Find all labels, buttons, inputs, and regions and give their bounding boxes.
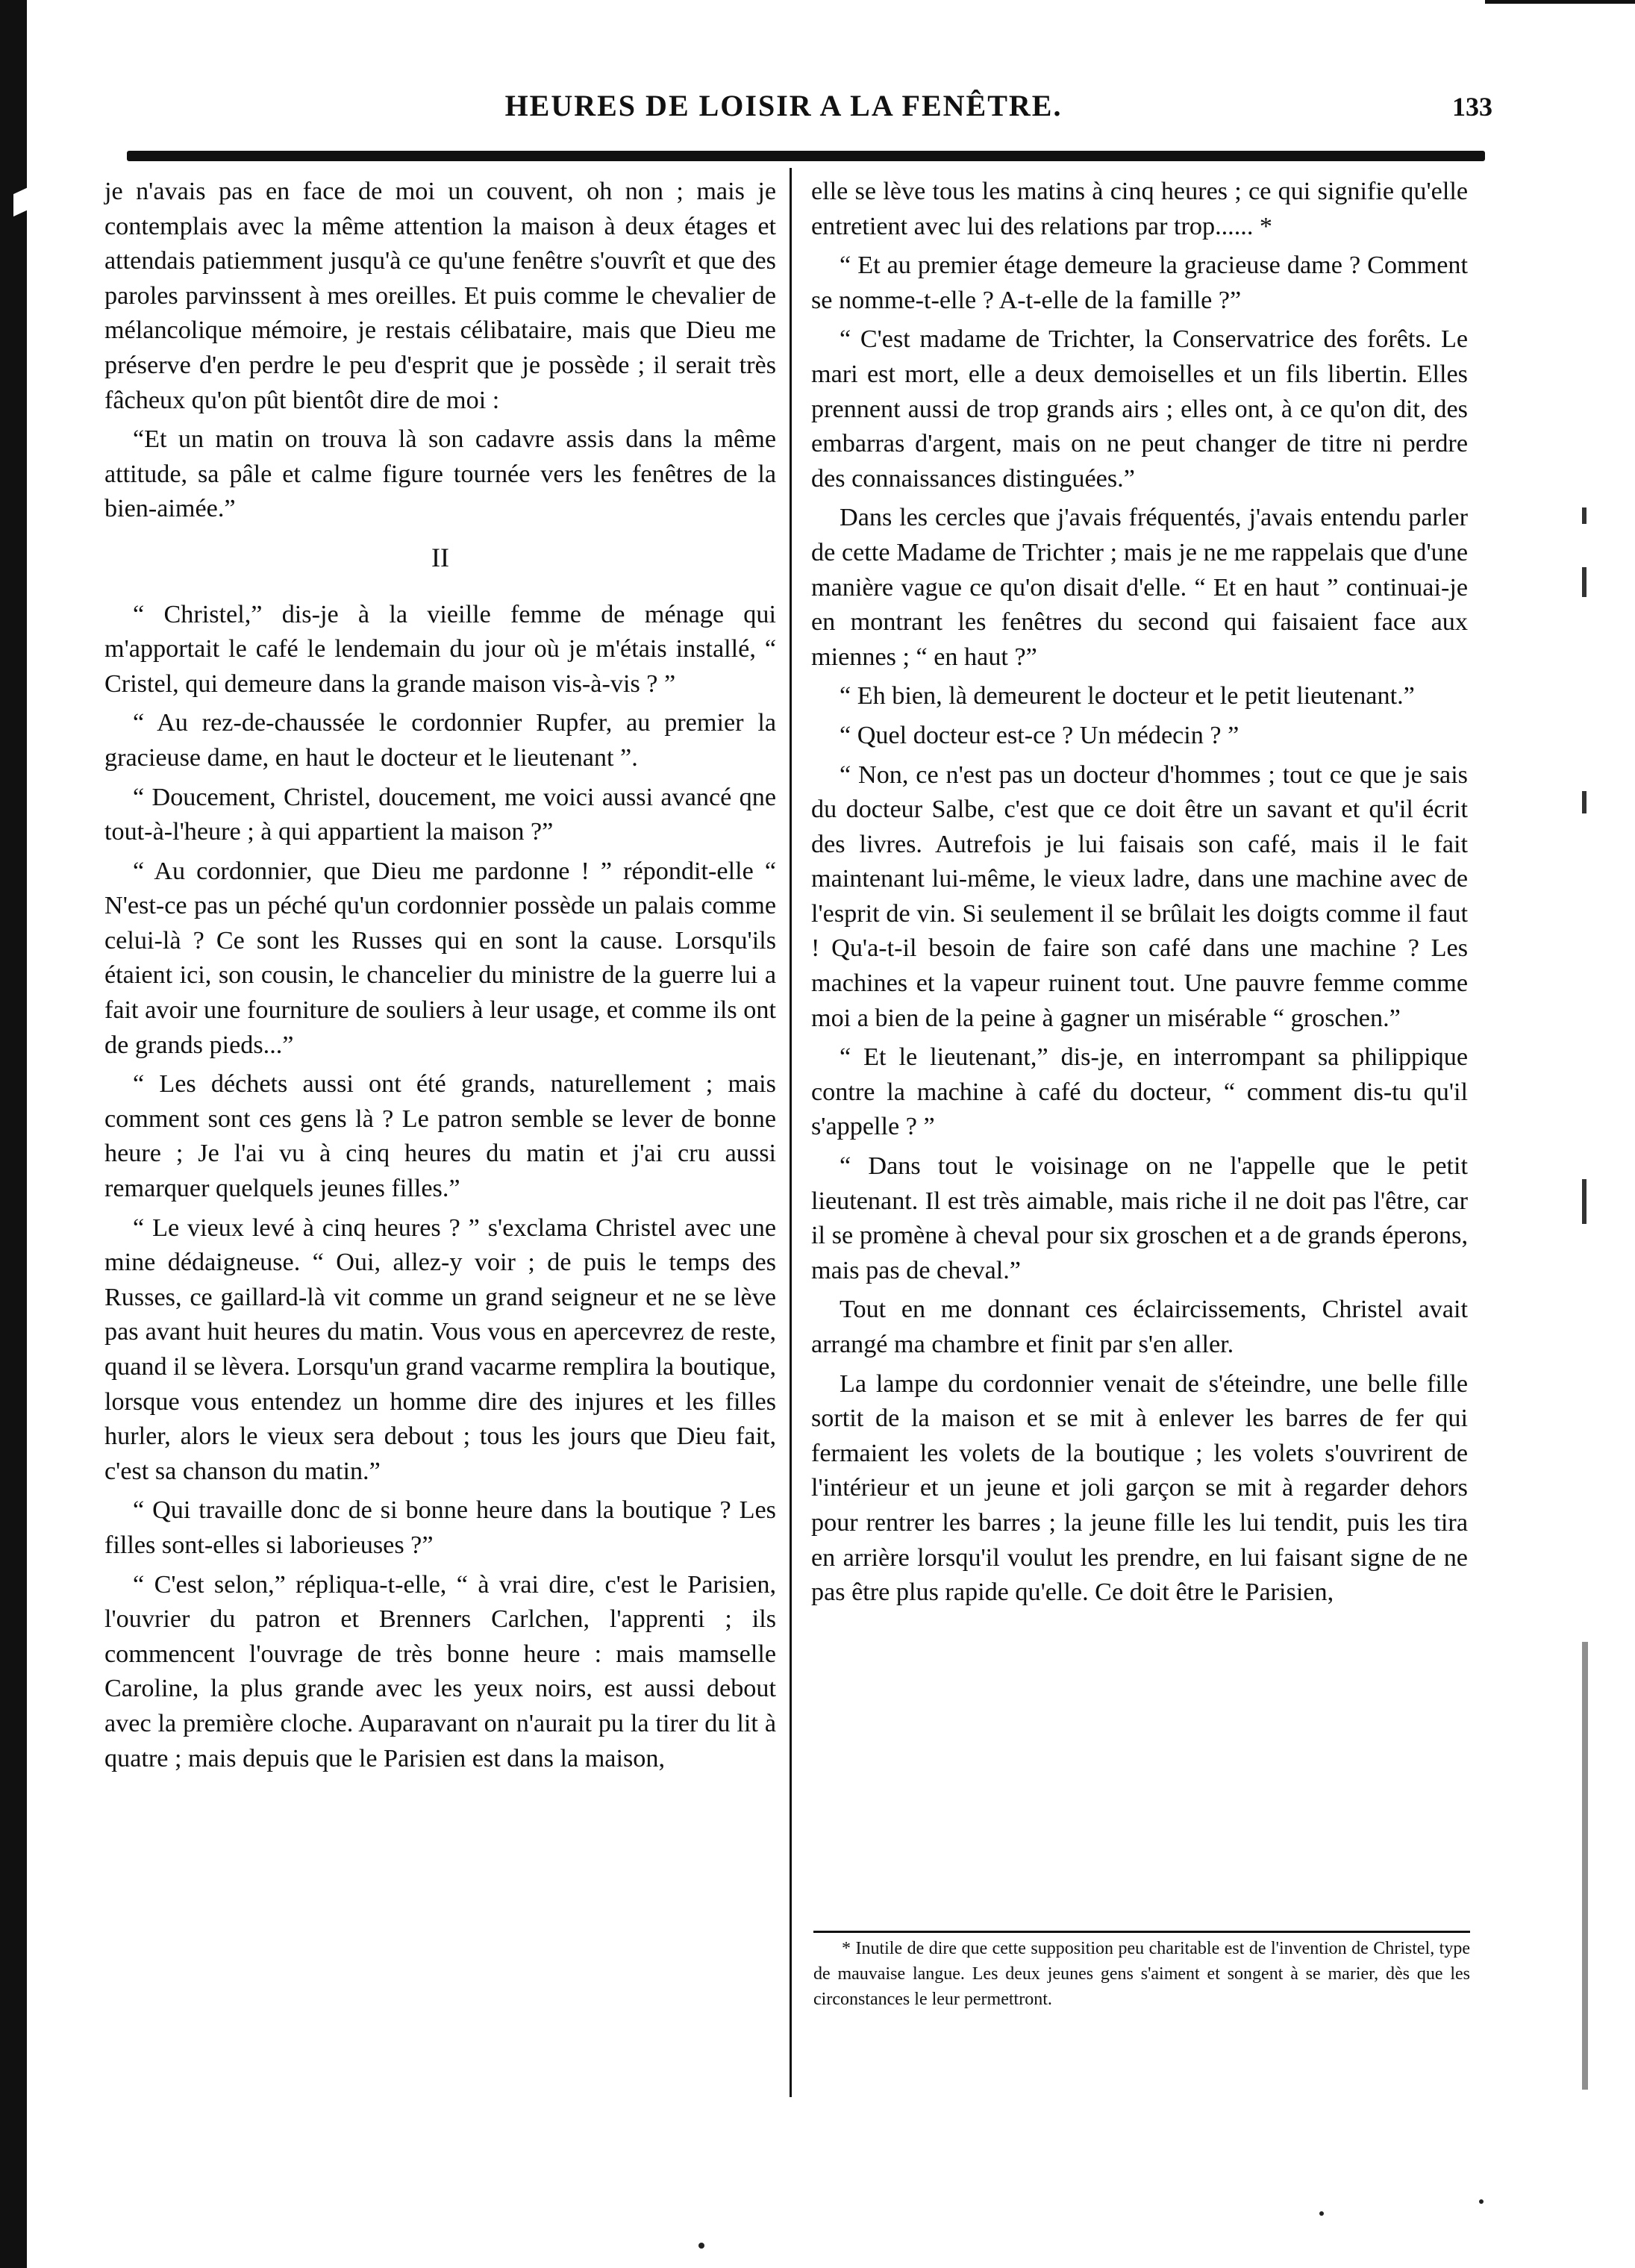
page-header [75,88,1492,133]
paragraph: “ Au rez-de-chaussée le cordonnier Rupfer, au premier la gracieuse dame, en haut le docteur et le lieutenant ”. [104,709,776,772]
column-divider [790,168,792,2097]
scan-artifact [1582,567,1586,597]
scan-speck [1479,2199,1484,2204]
footnote [813,1936,1470,2012]
top-edge-rule [1485,0,1635,4]
paragraph: “ Et au premier étage demeure la gracieuse dame ? Comment se nomme-t-elle ? A-t-elle de la famille ?” [811,252,1468,314]
scan-speck [1319,2211,1324,2216]
scan-left-edge [0,0,27,2268]
section-number: II [431,542,449,572]
paragraph: Dans les cercles que j'avais fréquentés, j'avais entendu parler de cette Madame de Trichter ; mais je ne me rappelais que d'une manière vague ce qu'on disait d'elle. “ Et en haut ” continuai-je en montrant les fenêtres du second qui faisaient face aux miennes ; “ en haut ?” [811,504,1468,671]
left-column [104,175,776,1781]
paragraph: “ Dans tout le voisinage on ne l'appelle que le petit lieutenant. Il est très aimable, mais riche il ne doit pas l'être, car il se promène à cheval pour six groschen et a de grands éperons, mais pas de cheval.” [811,1152,1468,1284]
paragraph: “ Eh bien, là demeurent le docteur et le petit lieutenant.” [840,682,1415,710]
paragraph: Tout en me donnant ces éclaircissements, Christel avait arrangé ma chambre et finit par s'en aller. [811,1296,1468,1358]
scan-artifact [1582,1642,1588,2090]
paragraph: “ Et le lieutenant,” dis-je, en interrompant sa philippique contre la machine à café du docteur, “ comment dis-tu qu'il s'appelle ? ” [811,1043,1468,1141]
scan-speck [698,2243,704,2249]
footnote-text: * Inutile de dire que cette supposition peu charitable est de l'invention de Christel, type de mauvaise langue. Les deux jeunes gens s'aiment et songent à se marier, dès que les circonstances le leur permettront. [813,1939,1470,2009]
paragraph: La lampe du cordonnier venait de s'éteindre, une belle fille sortit de la maison et se mit à enlever les barres de fer qui fermaient les volets de la boutique ; les volets s'ouvrirent de l'intérieur et un jeune et joli garçon se mit à regarder dehors pour rentrer les barres ; la jeune fille les lui tendit, puis les tira en arrière lorsqu'il voulut les prendre, en lui faisant signe de ne pas être plus rapide qu'elle. Ce doit être le Parisien, [811,1369,1468,1607]
footnote-rule [813,1931,1470,1933]
running-title: HEURES DE LOISIR A LA FENÊTRE. [504,89,1063,122]
paragraph: “ Au cordonnier, que Dieu me pardonne ! ” répondit-elle “ N'est-ce pas un péché qu'un cordonnier possède un palais comme celui-là ? Ce sont les Russes qui en sont la cause. Lorsqu'ils étaient ici, son cousin, le chancelier du ministre de la guerre lui a fait avoir une fourniture de souliers à leur usage, et comme ils ont de grands pieds...” [104,857,776,1059]
paragraph: “ Qui travaille donc de si bonne heure dans la boutique ? Les filles sont-elles si laborieuses ?” [104,1496,776,1559]
header-rule [127,151,1485,161]
paragraph: “ Quel docteur est-ce ? Un médecin ? ” [840,721,1239,749]
right-column [811,175,1468,1615]
page-number: 133 [1452,92,1492,122]
paragraph: je n'avais pas en face de moi un couvent, oh non ; mais je contemplais avec la même attention la maison à deux étages et attendais patiemment jusqu'à ce qu'une fenêtre s'ouvrît et que des paroles parvinssent à mes oreilles. Et puis comme le chevalier de mélancolique mémoire, je restais célibataire, mais que Dieu me préserve d'en perdre le peu d'esprit que je possède ; il serait très fâcheux qu'on pût bientôt dire de moi : [104,178,776,414]
paragraph: “Et un matin on trouva là son cadavre assis dans la même attitude, sa pâle et calme figure tournée vers les fenêtres de la bien-aimée.” [104,425,776,523]
paragraph: “ Christel,” dis-je à la vieille femme de ménage qui m'apportait le café le lendemain du jour où je m'étais installé, “ Cristel, qui demeure dans la grande maison vis-à-vis ? ” [104,600,776,698]
scan-artifact [1582,1179,1586,1224]
paragraph: “ Le vieux levé à cinq heures ? ” s'exclama Christel avec une mine dédaigneuse. “ Oui, allez-y voir ; de puis le temps des Russes, ce gaillard-là vit comme un grand seigneur et ne se lève pas avant huit heures du matin. Vous vous en apercevrez de reste, quand il se lèvera. Lorsqu'un grand vacarme remplira la boutique, lorsque vous entendez un homme dire des injures et les filles hurler, alors le vieux sera debout ; tous les jours que Dieu fait, c'est sa chanson du matin.” [104,1213,776,1485]
paragraph: “ C'est madame de Trichter, la Conservatrice des forêts. Le mari est mort, elle a deux demoiselles et un fils libertin. Elles prennent aussi de trop grands airs ; elles ont, à ce qu'on dit, des embarras d'argent, mais on ne peut changer de titre ni perdre des connaissances distinguées.” [811,325,1468,493]
paragraph: “ Doucement, Christel, doucement, me voici aussi avancé qne tout-à-l'heure ; à qui appartient la maison ?” [104,783,776,846]
paragraph: “ C'est selon,” répliqua-t-elle, “ à vrai dire, c'est le Parisien, l'ouvrier du patron et Brenners Carlchen, l'apprenti ; ils commencent l'ouvrage de très bonne heure : mais mamselle Caroline, la plus grande avec les yeux noirs, est aussi debout avec la première cloche. Auparavant on n'aurait pu la tirer du lit à quatre ; mais depuis que le Parisien est dans la maison, [104,1570,776,1772]
scan-artifact [1582,791,1586,813]
paragraph: elle se lève tous les matins à cinq heures ; ce qui signifie qu'elle entretient avec lui des relations par trop...... * [811,178,1468,240]
paragraph: “ Les déchets aussi ont été grands, naturellement ; mais comment sont ces gens là ? Le patron semble se lever de bonne heure ; Je l'ai vu à cinq heures du matin et j'ai cru aussi remarquer quelquels jeunes filles.” [104,1070,776,1203]
scan-artifact [1582,507,1586,524]
paragraph: “ Non, ce n'est pas un docteur d'hommes ; tout ce que je sais du docteur Salbe, c'est que ce doit être un savant et qu'il écrit des livres. Autrefois je lui faisais son café, mais il le fait maintenant lui-même, le vieux ladre, dans une machine avec de l'esprit de vin. Si seulement il se brûlait les doigts comme il faut ! Qu'a-t-il besoin de faire son café dans une machine ? Les machines et la vapeur ruinent tout. Une pauvre femme comme moi a bien de la peine à gagner un misérable “ groschen.” [811,760,1468,1032]
